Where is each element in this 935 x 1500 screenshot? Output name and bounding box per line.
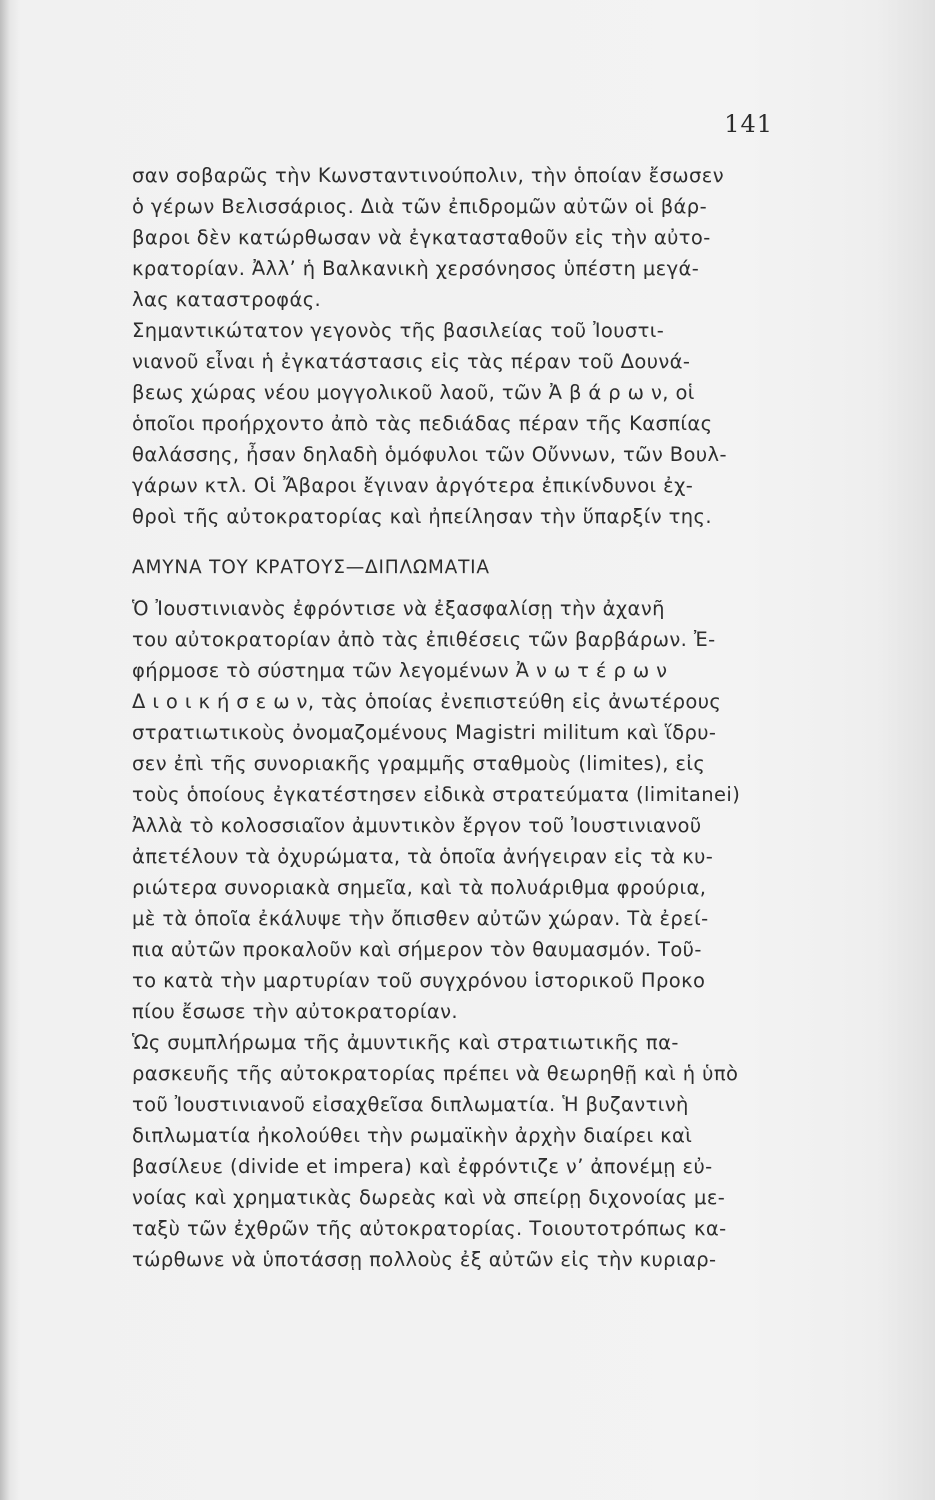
text-line: βαροι δὲν κατώρθωσαν νὰ ἐγκατασταθοῦν εἰς τὴν αὐτο- [132,226,711,249]
text-line: φήρμοσε τὸ σύστημα τῶν λεγομένων Ἀ ν ω τ έ ρ ω ν [132,659,668,682]
text-line: Σημαντικώτατον γεγονὸς τῆς βασιλείας τοῦ Ἰουστι- [132,319,665,342]
text-line: του αὐτοκρατορίαν ἀπὸ τὰς ἐπιθέσεις τῶν βαρβάρων. Ἐ- [132,628,716,651]
text-line: τοὺς ὁποίους ἐγκατέστησεν εἰδικὰ στρατεύματα (limitanei) [132,783,741,806]
text-line: στρατιωτικοὺς ὀνομαζομένους Magistri militum καὶ ἵδρυ- [132,721,717,744]
text-line: βεως χώρας νέου μογγολικοῦ λαοῦ, τῶν Ἀ β ά ρ ω ν, οἱ [132,381,695,404]
text-line: ἀπετέλουν τὰ ὀχυρώματα, τὰ ὁποῖα ἀνήγειραν εἰς τὰ κυ- [132,845,714,868]
text-line: νιανοῦ εἶναι ἡ ἐγκατάστασις εἰς τὰς πέραν τοῦ Δουνά- [132,350,691,373]
section-heading: ΑΜΥΝΑ ΤΟΥ ΚΡΑΤΟΥΣ—ΔΙΠΛΩΜΑΤΙΑ [132,557,490,578]
page-text [132,160,762,1275]
text-line: βασίλευε (divide et impera) καὶ ἐφρόντιζε ν’ ἀπονέμῃ εὐ- [132,1155,713,1178]
text-line: νοίας καὶ χρηματικὰς δωρεὰς καὶ νὰ σπείρῃ διχονοίας με- [132,1186,726,1209]
text-line: πια αὐτῶν προκαλοῦν καὶ σήμερον τὸν θαυμασμόν. Τοῦ- [132,938,702,961]
text-line: Δ ι ο ι κ ή σ ε ω ν, τὰς ὁποίας ἐνεπιστεύθη εἰς ἀνωτέρους [132,690,722,713]
text-line: μὲ τὰ ὁποῖα ἐκάλυψε τὴν ὄπισθεν αὐτῶν χώραν. Τὰ ἐρεί- [132,907,709,930]
text-line: θροὶ τῆς αὐτοκρατορίας καὶ ἠπείλησαν τὴν ὕπαρξίν της. [132,505,712,528]
text-line: ταξὺ τῶν ἐχθρῶν τῆς αὐτοκρατορίας. Τοιουτοτρόπως κα- [132,1217,727,1240]
text-line: σαν σοβαρῶς τὴν Κωνσταντινούπολιν, τὴν ὁποίαν ἔσωσεν [132,164,724,187]
text-line: Ὡς συμπλήρωμα τῆς ἀμυντικῆς καὶ στρατιωτικῆς πα- [132,1031,679,1054]
text-line: κρατορίαν. Ἀλλ’ ἡ Βαλκανικὴ χερσόνησος ὑπέστη μεγά- [132,257,700,280]
page-number: 141 [724,110,773,138]
text-line: ὁποῖοι προήρχοντο ἀπὸ τὰς πεδιάδας πέραν τῆς Κασπίας [132,412,713,435]
text-line: λας καταστροφάς. [132,288,322,311]
text-line: ρασκευῆς τῆς αὐτοκρατορίας πρέπει νὰ θεωρηθῇ καὶ ἡ ὑπὸ [132,1062,739,1085]
text-line: Ἀλλὰ τὸ κολοσσιαῖον ἀμυντικὸν ἔργον τοῦ Ἰουστινιανοῦ [132,814,702,837]
text-line: πίου ἔσωσε τὴν αὐτοκρατορίαν. [132,1000,458,1023]
text-line: Ὁ Ἰουστινιανὸς ἐφρόντισε νὰ ἐξασφαλίσῃ τὴν ἀχανῆ [132,597,665,620]
page-edge-shadow [875,0,935,1500]
text-line: σεν ἐπὶ τῆς συνοριακῆς γραμμῆς σταθμοὺς (limites), εἰς [132,752,706,775]
text-line: θαλάσσης, ἦσαν δηλαδὴ ὁμόφυλοι τῶν Οὔννων, τῶν Βουλ- [132,443,727,466]
text-line: το κατὰ τὴν μαρτυρίαν τοῦ συγχρόνου ἱστορικοῦ Προκο [132,969,706,992]
text-line: ριώτερα συνοριακὰ σημεῖα, καὶ τὰ πολυάριθμα φρούρια, [132,876,707,899]
text-line: τοῦ Ἰουστινιανοῦ εἰσαχθεῖσα διπλωματία. Ἡ βυζαντινὴ [132,1093,689,1116]
page-spine-shadow [0,0,10,1500]
text-line: γάρων κτλ. Οἱ Ἄβαροι ἔγιναν ἀργότερα ἐπικίνδυνοι ἐχ- [132,474,694,497]
text-line: ὁ γέρων Βελισσάριος. Διὰ τῶν ἐπιδρομῶν αὐτῶν οἱ βάρ- [132,195,708,218]
text-line: διπλωματία ἠκολούθει τὴν ρωμαϊκὴν ἀρχὴν διαίρει καὶ [132,1124,693,1147]
text-line: τώρθωνε νὰ ὑποτάσσῃ πολλοὺς ἐξ αὐτῶν εἰς τὴν κυριαρ- [132,1248,717,1271]
